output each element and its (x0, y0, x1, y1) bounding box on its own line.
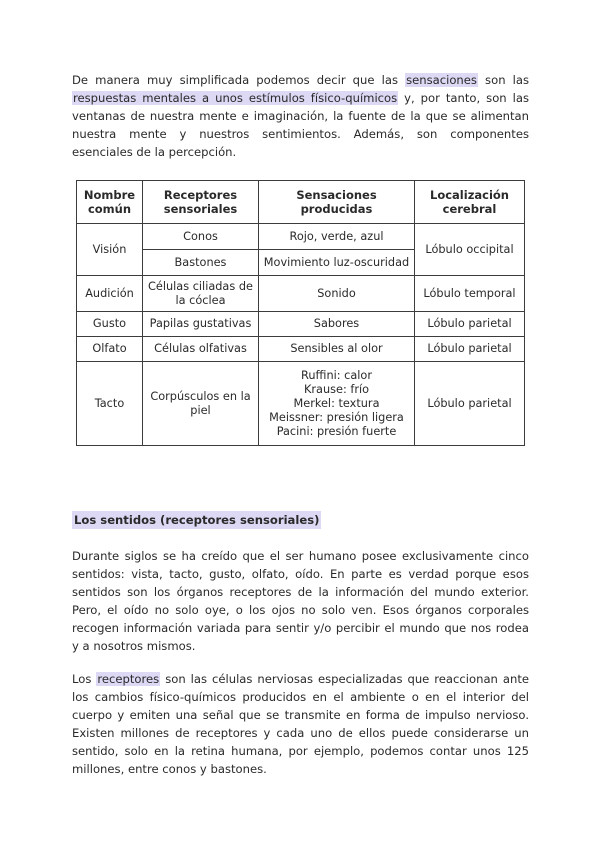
table-header-row (77, 181, 525, 224)
cell-audicion-receptor: Células ciliadas de la cóclea (143, 276, 259, 312)
sentidos-paragraph: Durante siglos se ha creído que el ser humano posee exclusivamente cinco sentidos: vista, tacto, gusto, olfato, oído. En parte es verdad porque esos sentidos son los órganos receptores de la información del mundo exterior. Pero, el oído no solo oye, o los ojos no solo ven. Esos órganos corporales recogen información variada para sentir y/o percibir el mundo que nos rodea y a nosotros mismos. (72, 549, 529, 653)
highlight-receptores: receptores (97, 672, 160, 686)
cell-olfato-location: Lóbulo parietal (415, 337, 525, 362)
header-sensaciones: Sensaciones producidas (259, 181, 415, 224)
table-row-tacto (77, 362, 525, 446)
cell-audicion-location: Lóbulo temporal (415, 276, 525, 312)
highlight-sensaciones: sensaciones (406, 73, 477, 87)
cell-gusto-receptor: Papilas gustativas (143, 312, 259, 337)
highlight-respuestas: respuestas mentales a unos estímulos físico-químicos (73, 91, 398, 105)
header-nombre-comun: Nombre común (77, 181, 143, 224)
receptores-text-1: Los (72, 672, 97, 686)
intro-paragraph (72, 71, 529, 161)
cell-vision-receptor-2: Bastones (143, 250, 259, 276)
cell-gusto-sensation: Sabores (259, 312, 415, 337)
cell-tacto-sensations (259, 362, 415, 446)
table-row-vision (77, 224, 525, 250)
cell-gusto-name: Gusto (77, 312, 143, 337)
cell-olfato-receptor: Células olfativas (143, 337, 259, 362)
intro-text-3: y, por tanto, son las ventanas de nuestra mente e imaginación, la fuente de la que se alimentan nuestra mente y nuestros sentimientos. Además, son componentes esenciales de la percepción. (72, 91, 529, 159)
sensations-table (76, 180, 525, 446)
cell-audicion-name: Audición (77, 276, 143, 312)
intro-text-1: De manera muy simplificada podemos decir que las (72, 73, 406, 87)
cell-vision-location: Lóbulo occipital (415, 224, 525, 276)
cell-tacto-location: Lóbulo parietal (415, 362, 525, 446)
cell-vision-name: Visión (77, 224, 143, 276)
receptores-paragraph (72, 670, 529, 778)
table-row-audicion (77, 276, 525, 312)
tacto-sensation-krause: Krause: frío (303, 382, 370, 396)
cell-olfato-name: Olfato (77, 337, 143, 362)
intro-text-2: son las (477, 73, 529, 87)
cell-audicion-sensation: Sonido (259, 276, 415, 312)
cell-tacto-receptor: Corpúsculos en la piel (143, 362, 259, 446)
table-row-olfato (77, 337, 525, 362)
table-row-gusto (77, 312, 525, 337)
cell-vision-receptor-1: Conos (143, 224, 259, 250)
cell-vision-sensation-1: Rojo, verde, azul (259, 224, 415, 250)
cell-vision-sensation-2: Movimiento luz-oscuridad (259, 250, 415, 276)
tacto-sensation-merkel: Merkel: textura (293, 396, 380, 410)
section-heading: Los sentidos (receptores sensoriales) (74, 513, 320, 527)
receptores-text-2: son las células nerviosas especializadas que reaccionan ante los cambios físico-químicos producidos en el ambiente o en el interior del cuerpo y emiten una señal que se transmite en forma de impulso nervioso. Existen millones de receptores y cada uno de ellos puede considerarse un sentido, solo en la retina humana, por ejemplo, podemos contar unos 125 millones, entre conos y bastones. (72, 672, 530, 776)
header-receptores: Receptores sensoriales (143, 181, 259, 224)
header-localizacion: Localización cerebral (415, 181, 525, 224)
tacto-sensation-ruffini: Ruffini: calor (301, 368, 372, 382)
cell-gusto-location: Lóbulo parietal (415, 312, 525, 337)
cell-tacto-name: Tacto (77, 362, 143, 446)
cell-olfato-sensation: Sensibles al olor (259, 337, 415, 362)
tacto-sensation-pacini: Pacini: presión fuerte (276, 424, 397, 438)
tacto-sensation-meissner: Meissner: presión ligera (269, 410, 404, 424)
